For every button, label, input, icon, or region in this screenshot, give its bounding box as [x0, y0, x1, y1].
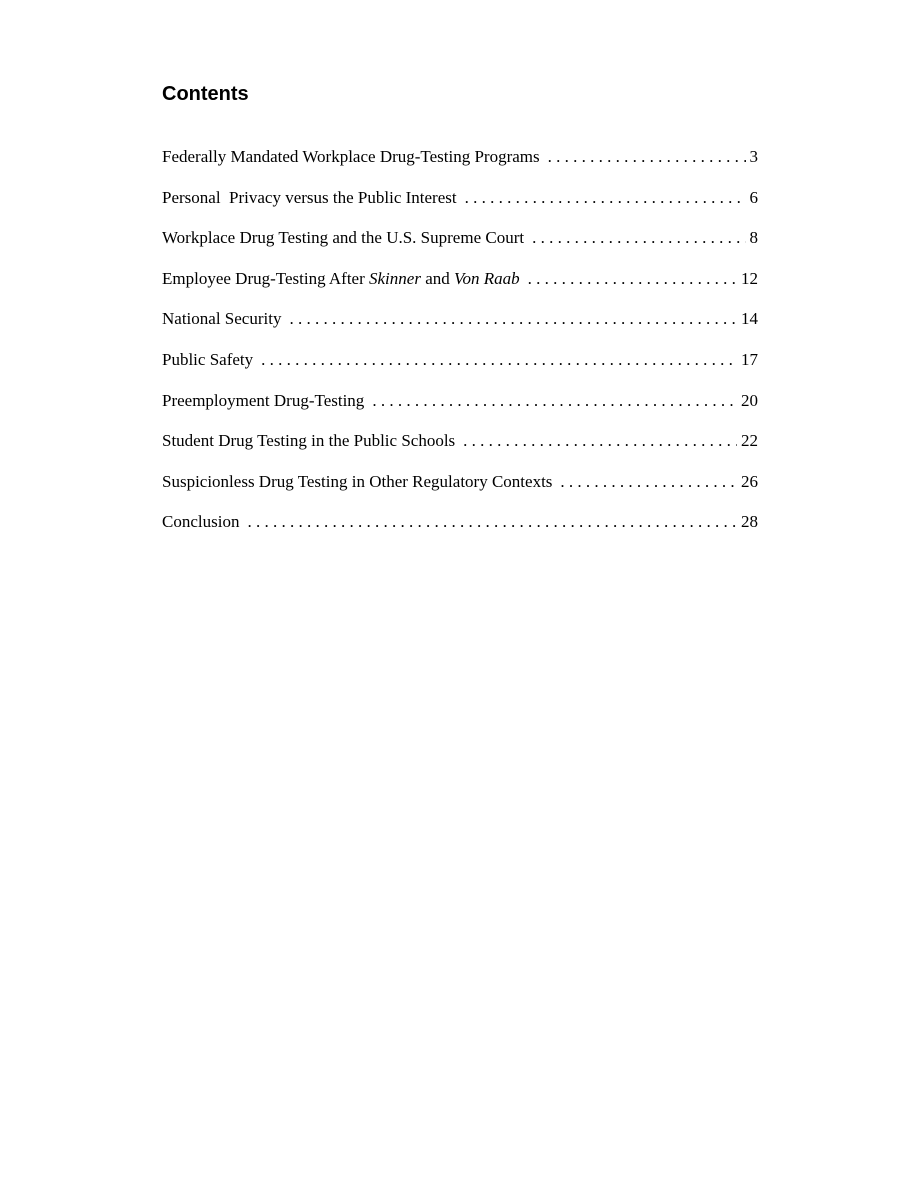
toc-entry[interactable] [162, 268, 758, 309]
toc-dot-leader [372, 390, 737, 412]
toc-page-number: 6 [749, 187, 758, 207]
table-of-contents [162, 146, 758, 552]
toc-entry-title: Workplace Drug Testing and the U.S. Supreme Court [162, 228, 525, 248]
toc-entry[interactable] [162, 146, 758, 187]
toc-entry-title: Federally Mandated Workplace Drug-Testing Programs [162, 147, 540, 166]
toc-dot-leader [528, 268, 737, 290]
toc-title-text: and [420, 268, 454, 288]
toc-entry[interactable] [162, 187, 758, 228]
toc-page-number: 26 [741, 471, 758, 491]
toc-entry-title: Conclusion [162, 512, 240, 532]
contents-heading: Contents [162, 83, 249, 105]
toc-entry[interactable] [162, 430, 758, 471]
toc-entry[interactable] [162, 227, 758, 268]
toc-dot-leader [247, 511, 737, 533]
toc-title-case-name: Von Raab [454, 268, 520, 288]
toc-entry[interactable] [162, 511, 758, 552]
toc-title-case-name: Skinner [369, 268, 421, 288]
toc-title-text: Employee Drug-Testing After [162, 268, 370, 288]
toc-entry-title: Personal Privacy versus the Public Interest [162, 187, 457, 207]
toc-dot-leader [532, 227, 745, 249]
toc-entry-title: Public Safety [162, 349, 254, 369]
toc-entry-title [162, 268, 520, 290]
toc-page-number: 14 [741, 309, 758, 329]
toc-entry-title: National Security [162, 309, 282, 329]
toc-dot-leader [560, 471, 737, 493]
toc-dot-leader [463, 430, 737, 452]
toc-page-number: 22 [741, 431, 758, 451]
toc-entry-title: Suspicionless Drug Testing in Other Regulatory Contexts [162, 471, 553, 491]
toc-page-number: 20 [741, 390, 758, 410]
toc-entry-title: Student Drug Testing in the Public Schools [162, 431, 456, 451]
toc-entry[interactable] [162, 349, 758, 390]
toc-dot-leader [465, 187, 746, 209]
toc-page-number: 3 [749, 147, 758, 166]
toc-entry[interactable] [162, 308, 758, 349]
toc-dot-leader [548, 146, 746, 168]
toc-entry[interactable] [162, 390, 758, 431]
toc-page-number: 12 [741, 268, 758, 288]
toc-dot-leader [289, 308, 737, 330]
toc-page-number: 28 [741, 512, 758, 532]
toc-page-number: 17 [741, 349, 758, 369]
toc-entry[interactable] [162, 471, 758, 512]
toc-entry-title: Preemployment Drug-Testing [162, 390, 365, 410]
toc-page-number: 8 [749, 228, 758, 248]
toc-dot-leader [261, 349, 737, 371]
